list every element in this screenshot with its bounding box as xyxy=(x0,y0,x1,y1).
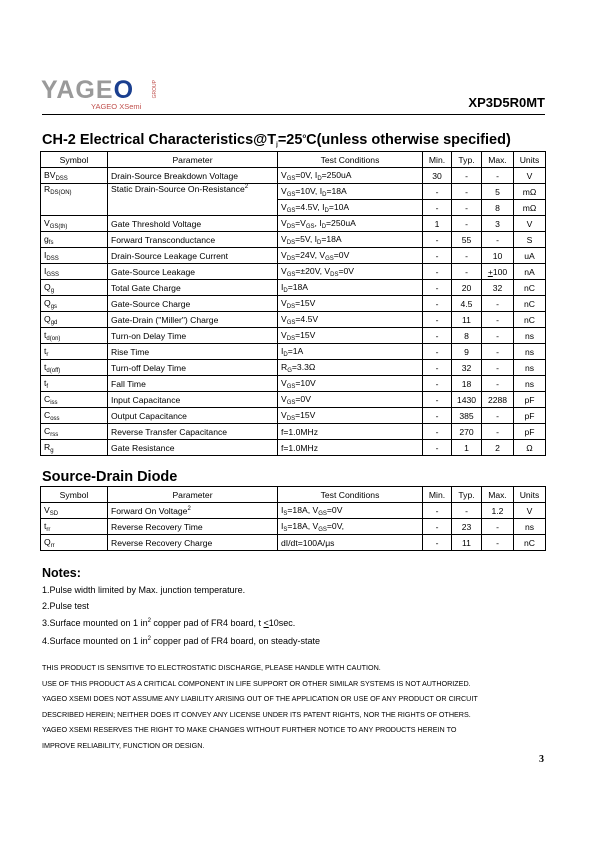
cell-typ: 11 xyxy=(452,535,482,551)
cell-symbol: $V_{GS(th)}$ xyxy=(41,216,108,232)
cell-condition: $V_{GS}=4.5V$ xyxy=(278,312,423,328)
cell-parameter: Output Capacitance xyxy=(108,408,278,424)
cell-parameter: Forward On Voltage$^2$ xyxy=(108,503,278,519)
cell-condition: $I_D=1A$ xyxy=(278,344,423,360)
cell-parameter: Fall Time xyxy=(108,376,278,392)
cell-max: - xyxy=(482,519,514,535)
cell-condition: $V_{DS}=5V$, $I_D=18A$ xyxy=(278,232,423,248)
note-item: 2.Pulse test xyxy=(42,600,90,611)
column-header: Symbol xyxy=(41,152,108,168)
cell-parameter: Total Gate Charge xyxy=(108,280,278,296)
cell-typ: - xyxy=(452,184,482,200)
header-divider xyxy=(42,114,545,115)
cell-unit: pF xyxy=(514,424,546,440)
cell-unit: nC xyxy=(514,312,546,328)
cell-condition: dI/dt=100A/μs xyxy=(278,535,423,551)
cell-typ: 55 xyxy=(452,232,482,248)
cell-symbol: $V_{SD}$ xyxy=(41,503,108,519)
source-drain-diode-table xyxy=(40,486,546,551)
cell-max: 1.2 xyxy=(482,503,514,519)
cell-min: - xyxy=(423,376,452,392)
cell-condition: $I_S=18A$, $V_{GS}=0V$, xyxy=(278,519,423,535)
cell-typ: - xyxy=(452,200,482,216)
note-item: 3.Surface mounted on 1 $in^2$ copper pad of FR4 board, t <10sec. xyxy=(42,618,296,628)
cell-max: - xyxy=(482,232,514,248)
column-header: Max. xyxy=(482,487,514,503)
cell-unit: ns xyxy=(514,360,546,376)
cell-unit: ns xyxy=(514,344,546,360)
logo-group-text: GROUP xyxy=(152,80,158,99)
cell-condition: $V_{GS}=0V$, $I_D=250uA$ xyxy=(278,168,423,184)
cell-min: - xyxy=(423,535,452,551)
disclaimer-line: DESCRIBED HEREIN; NEITHER DOES IT CONVEY ANY LICENSE UNDER ITS PATENT RIGHTS, NOR THE RIGHTS OF OTHERS. xyxy=(42,709,471,719)
cell-symbol: $g_{fs}$ xyxy=(41,232,108,248)
table-row xyxy=(41,535,546,551)
cell-unit: nC xyxy=(514,280,546,296)
disclaimer-line: USE OF THIS PRODUCT AS A CRITICAL COMPONENT IN LIFE SUPPORT OR OTHER SIMILAR SYSTEMS IS NOT AUTHORIZED. xyxy=(42,678,471,688)
cell-min: - xyxy=(423,232,452,248)
cell-max: 2 xyxy=(482,440,514,456)
cell-min: - xyxy=(423,280,452,296)
cell-typ: 20 xyxy=(452,280,482,296)
cell-parameter: Gate Resistance xyxy=(108,440,278,456)
cell-condition: f=1.0MHz xyxy=(278,424,423,440)
cell-symbol: $Q_g$ xyxy=(41,280,108,296)
cell-max: 32 xyxy=(482,280,514,296)
cell-typ: 18 xyxy=(452,376,482,392)
cell-min: - xyxy=(423,360,452,376)
table-row xyxy=(41,312,546,328)
table-row xyxy=(41,408,546,424)
cell-condition: $V_{DS}=15V$ xyxy=(278,408,423,424)
cell-symbol: $t_r$ xyxy=(41,344,108,360)
disclaimer-line: IMPROVE RELIABILITY, FUNCTION OR DESIGN. xyxy=(42,740,205,750)
cell-parameter: Reverse Recovery Time xyxy=(108,519,278,535)
cell-symbol: $Q_{rr}$ xyxy=(41,535,108,551)
disclaimer-line: THIS PRODUCT IS SENSITIVE TO ELECTROSTATIC DISCHARGE, PLEASE HANDLE WITH CAUTION. xyxy=(42,663,381,672)
cell-parameter: Reverse Recovery Charge xyxy=(108,535,278,551)
cell-unit: S xyxy=(514,232,546,248)
column-header: Typ. xyxy=(452,152,482,168)
cell-condition: $V_{DS}=15V$ xyxy=(278,296,423,312)
cell-parameter: Gate-Drain ("Miller") Charge xyxy=(108,312,278,328)
cell-symbol: $R_g$ xyxy=(41,440,108,456)
column-header: Test Conditions xyxy=(278,487,423,503)
table-row xyxy=(41,519,546,535)
table-row xyxy=(41,503,546,519)
cell-min: - xyxy=(423,264,452,280)
disclaimer-line: YAGEO XSEMI DOES NOT ASSUME ANY LIABILITY ARISING OUT OF THE APPLICATION OR USE OF ANY PRODUCT OR CIRCUIT xyxy=(42,694,478,703)
cell-symbol: $R_{DS(ON)}$ xyxy=(41,184,108,216)
cell-unit: ns xyxy=(514,519,546,535)
cell-condition: $V_{GS}=10V$, $I_D=18A$ xyxy=(278,184,423,200)
cell-symbol: $C_{rss}$ xyxy=(41,424,108,440)
cell-parameter: Static Drain-Source On-Resistance$^2$ xyxy=(108,184,278,216)
cell-unit: V xyxy=(514,216,546,232)
cell-typ: 11 xyxy=(452,312,482,328)
cell-unit: ns xyxy=(514,328,546,344)
cell-max: 3 xyxy=(482,216,514,232)
table-row xyxy=(41,168,546,184)
column-header: Parameter xyxy=(108,152,278,168)
note-item: 1.Pulse width limited by Max. junction temperature. xyxy=(42,585,246,595)
disclaimer xyxy=(42,660,478,753)
cell-parameter: Gate-Source Leakage xyxy=(108,264,278,280)
cell-typ: 8 xyxy=(452,328,482,344)
cell-parameter: Gate Threshold Voltage xyxy=(108,216,278,232)
table-row xyxy=(41,248,546,264)
cell-min: - xyxy=(423,519,452,535)
cell-unit: nC xyxy=(514,296,546,312)
cell-typ: - xyxy=(452,503,482,519)
cell-max: 2288 xyxy=(482,392,514,408)
part-number: XP3D5R0MT xyxy=(468,95,545,110)
cell-condition: $V_{DS}=15V$ xyxy=(278,328,423,344)
table-row xyxy=(41,360,546,376)
notes-title: Notes: xyxy=(42,566,81,580)
cell-typ: 23 xyxy=(452,519,482,535)
cell-parameter: Reverse Transfer Capacitance xyxy=(108,424,278,440)
cell-parameter: Drain-Source Leakage Current xyxy=(108,248,278,264)
cell-typ: 385 xyxy=(452,408,482,424)
cell-symbol: $I_{GSS}$ xyxy=(41,264,108,280)
cell-parameter: Gate-Source Charge xyxy=(108,296,278,312)
column-header: Units xyxy=(514,152,546,168)
cell-unit: mΩ xyxy=(514,184,546,200)
table-header-row xyxy=(41,487,546,503)
page-number: 3 xyxy=(539,754,544,765)
cell-symbol: $I_{DSS}$ xyxy=(41,248,108,264)
cell-min: - xyxy=(423,344,452,360)
cell-parameter: Turn-on Delay Time xyxy=(108,328,278,344)
cell-min: - xyxy=(423,440,452,456)
cell-condition: $V_{GS}=\pm 20V$, $V_{DS}=0V$ xyxy=(278,264,423,280)
cell-min: - xyxy=(423,392,452,408)
cell-min: - xyxy=(423,408,452,424)
cell-min: - xyxy=(423,328,452,344)
cell-unit: mΩ xyxy=(514,200,546,216)
cell-max: 8 xyxy=(482,200,514,216)
cell-symbol: $C_{iss}$ xyxy=(41,392,108,408)
cell-max: - xyxy=(482,376,514,392)
cell-typ: 9 xyxy=(452,344,482,360)
cell-condition: $I_S=18A$, $V_{GS}=0V$ xyxy=(278,503,423,519)
cell-condition: $R_G=3.3\Omega$ xyxy=(278,360,423,376)
cell-condition: f=1.0MHz xyxy=(278,440,423,456)
electrical-characteristics-table xyxy=(40,151,546,456)
cell-unit: V xyxy=(514,503,546,519)
cell-unit: pF xyxy=(514,392,546,408)
column-header: Units xyxy=(514,487,546,503)
cell-typ: 1430 xyxy=(452,392,482,408)
cell-max: - xyxy=(482,535,514,551)
cell-symbol: $t_{d(off)}$ xyxy=(41,360,108,376)
cell-min: - xyxy=(423,503,452,519)
cell-unit: Ω xyxy=(514,440,546,456)
cell-max: - xyxy=(482,360,514,376)
cell-max: - xyxy=(482,168,514,184)
cell-typ: 4.5 xyxy=(452,296,482,312)
cell-typ: - xyxy=(452,168,482,184)
cell-symbol: $t_f$ xyxy=(41,376,108,392)
cell-max: 5 xyxy=(482,184,514,200)
yageo-logo xyxy=(41,76,158,111)
cell-condition: $V_{DS}=24V$, $V_{GS}=0V$ xyxy=(278,248,423,264)
cell-symbol: $t_{d(on)}$ xyxy=(41,328,108,344)
cell-parameter: Forward Transconductance xyxy=(108,232,278,248)
column-header: Symbol xyxy=(41,487,108,503)
column-header: Min. xyxy=(423,487,452,503)
cell-typ: - xyxy=(452,264,482,280)
cell-condition: $V_{GS}=4.5V$, $I_D=10A$ xyxy=(278,200,423,216)
cell-unit: ns xyxy=(514,376,546,392)
cell-unit: nA xyxy=(514,264,546,280)
cell-symbol: $C_{oss}$ xyxy=(41,408,108,424)
cell-typ: - xyxy=(452,248,482,264)
table-row xyxy=(41,184,546,200)
column-header: Test Conditions xyxy=(278,152,423,168)
cell-condition: $V_{GS}=10V$ xyxy=(278,376,423,392)
cell-condition: $V_{DS}=V_{GS}$, $I_D=250uA$ xyxy=(278,216,423,232)
cell-unit: pF xyxy=(514,408,546,424)
cell-max: - xyxy=(482,296,514,312)
cell-symbol: $Q_{gd}$ xyxy=(41,312,108,328)
table-row xyxy=(41,440,546,456)
cell-max: - xyxy=(482,408,514,424)
table-row xyxy=(41,280,546,296)
cell-parameter: Turn-off Delay Time xyxy=(108,360,278,376)
cell-typ: 270 xyxy=(452,424,482,440)
cell-unit: uA xyxy=(514,248,546,264)
cell-symbol: $BV_{DSS}$ xyxy=(41,168,108,184)
cell-typ: - xyxy=(452,216,482,232)
logo-wordmark: YAGEO xyxy=(41,76,135,104)
cell-parameter: Drain-Source Breakdown Voltage xyxy=(108,168,278,184)
section-title-electrical: CH-2 Electrical $Characteristics@T_j=25^oC(unless$ otherwise specified) xyxy=(42,132,511,148)
cell-max: +100 xyxy=(482,264,514,280)
cell-min: 30 xyxy=(423,168,452,184)
table-row xyxy=(41,232,546,248)
table-row xyxy=(41,392,546,408)
cell-min: - xyxy=(423,312,452,328)
table-row xyxy=(41,328,546,344)
cell-parameter: Rise Time xyxy=(108,344,278,360)
cell-min: - xyxy=(423,248,452,264)
cell-min: - xyxy=(423,184,452,200)
table-row xyxy=(41,216,546,232)
table-row xyxy=(41,344,546,360)
cell-symbol: $Q_{gs}$ xyxy=(41,296,108,312)
cell-condition: $V_{GS}=0V$ xyxy=(278,392,423,408)
cell-min: 1 xyxy=(423,216,452,232)
table-row xyxy=(41,264,546,280)
cell-parameter: Input Capacitance xyxy=(108,392,278,408)
cell-max: - xyxy=(482,328,514,344)
cell-max: - xyxy=(482,424,514,440)
note-item: 4.Surface mounted on 1 $in^2$ copper pad of FR4 board, on steady-state xyxy=(42,635,321,646)
cell-symbol: $t_{rr}$ xyxy=(41,519,108,535)
cell-condition: $I_D=18A$ xyxy=(278,280,423,296)
table-row xyxy=(41,424,546,440)
table-row xyxy=(41,376,546,392)
cell-min: - xyxy=(423,200,452,216)
column-header: Min. xyxy=(423,152,452,168)
table-row xyxy=(41,296,546,312)
column-header: Max. xyxy=(482,152,514,168)
cell-max: 10 xyxy=(482,248,514,264)
column-header: Typ. xyxy=(452,487,482,503)
cell-typ: 1 xyxy=(452,440,482,456)
logo-subtext: YAGEO XSemi xyxy=(91,102,142,111)
cell-unit: nC xyxy=(514,535,546,551)
section-title-source-drain: Source-Drain Diode xyxy=(42,469,178,485)
column-header: Parameter xyxy=(108,487,278,503)
table-header-row xyxy=(41,152,546,168)
cell-min: - xyxy=(423,296,452,312)
disclaimer-line: YAGEO XSEMI RESERVES THE RIGHT TO MAKE CHANGES WITHOUT FURTHER NOTICE TO ANY PRODUCTS HEREIN TO xyxy=(42,725,457,734)
cell-unit: V xyxy=(514,168,546,184)
cell-max: - xyxy=(482,312,514,328)
cell-typ: 32 xyxy=(452,360,482,376)
cell-max: - xyxy=(482,344,514,360)
notes-list xyxy=(42,583,320,649)
cell-min: - xyxy=(423,424,452,440)
